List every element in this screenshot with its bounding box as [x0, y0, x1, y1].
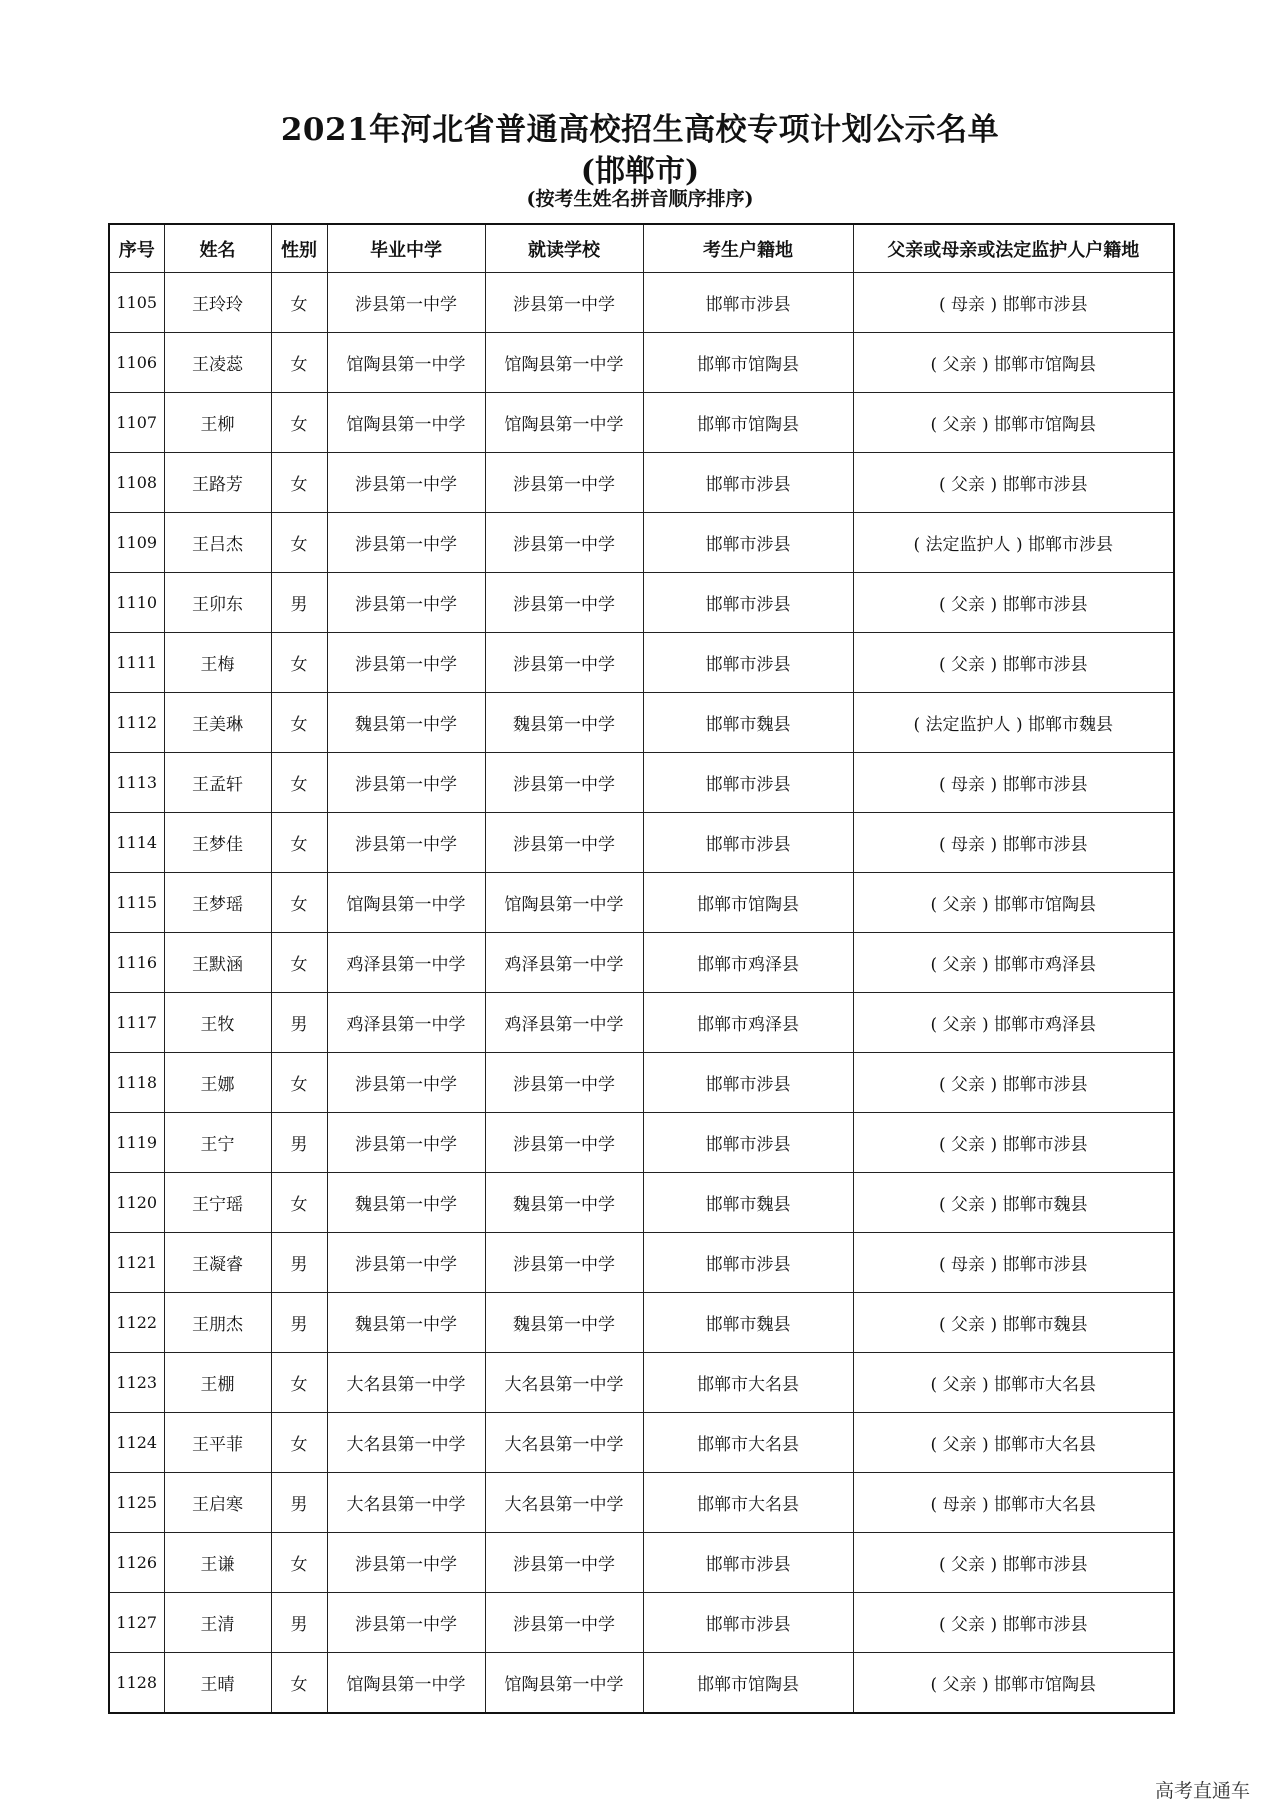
cell-student-residence: 邯郸市魏县 — [643, 1173, 853, 1233]
cell-gender: 女 — [271, 513, 327, 573]
table-header-row — [109, 224, 1174, 273]
cell-student-residence: 邯郸市馆陶县 — [643, 393, 853, 453]
cell-student-residence: 邯郸市涉县 — [643, 1593, 853, 1653]
cell-name: 王凌蕊 — [164, 333, 271, 393]
cell-graduation-school: 大名县第一中学 — [327, 1353, 485, 1413]
cell-seq: 1125 — [109, 1473, 164, 1533]
cell-current-school: 大名县第一中学 — [485, 1353, 643, 1413]
cell-current-school: 涉县第一中学 — [485, 453, 643, 513]
cell-seq: 1124 — [109, 1413, 164, 1473]
cell-current-school: 涉县第一中学 — [485, 1593, 643, 1653]
cell-gender: 女 — [271, 1533, 327, 1593]
cell-student-residence: 邯郸市馆陶县 — [643, 873, 853, 933]
cell-seq: 1112 — [109, 693, 164, 753]
cell-graduation-school: 大名县第一中学 — [327, 1473, 485, 1533]
cell-seq: 1121 — [109, 1233, 164, 1293]
cell-name: 王宁 — [164, 1113, 271, 1173]
cell-name: 王平菲 — [164, 1413, 271, 1473]
cell-guardian-residence: ( 父亲 ) 邯郸市涉县 — [853, 453, 1174, 513]
cell-current-school: 涉县第一中学 — [485, 633, 643, 693]
cell-student-residence: 邯郸市涉县 — [643, 1533, 853, 1593]
cell-guardian-residence: ( 父亲 ) 邯郸市馆陶县 — [853, 333, 1174, 393]
cell-student-residence: 邯郸市涉县 — [643, 753, 853, 813]
cell-student-residence: 邯郸市馆陶县 — [643, 333, 853, 393]
cell-guardian-residence: ( 法定监护人 ) 邯郸市涉县 — [853, 513, 1174, 573]
table-row — [109, 1233, 1174, 1293]
cell-seq: 1118 — [109, 1053, 164, 1113]
cell-graduation-school: 涉县第一中学 — [327, 1593, 485, 1653]
cell-seq: 1119 — [109, 1113, 164, 1173]
col-header-graduation-school: 毕业中学 — [327, 224, 485, 273]
table-row — [109, 1413, 1174, 1473]
cell-graduation-school: 涉县第一中学 — [327, 753, 485, 813]
cell-graduation-school: 馆陶县第一中学 — [327, 393, 485, 453]
cell-graduation-school: 涉县第一中学 — [327, 1053, 485, 1113]
cell-guardian-residence: ( 母亲 ) 邯郸市涉县 — [853, 273, 1174, 333]
cell-seq: 1116 — [109, 933, 164, 993]
cell-seq: 1128 — [109, 1653, 164, 1714]
sort-note: (按考生姓名拼音顺序排序) — [526, 188, 754, 210]
cell-student-residence: 邯郸市涉县 — [643, 573, 853, 633]
cell-guardian-residence: ( 父亲 ) 邯郸市涉县 — [853, 633, 1174, 693]
cell-name: 王玲玲 — [164, 273, 271, 333]
cell-current-school: 涉县第一中学 — [485, 1233, 643, 1293]
cell-seq: 1105 — [109, 273, 164, 333]
cell-gender: 女 — [271, 1353, 327, 1413]
col-header-gender: 性别 — [271, 224, 327, 273]
roster-table — [108, 223, 1175, 1714]
cell-graduation-school: 魏县第一中学 — [327, 1173, 485, 1233]
cell-student-residence: 邯郸市馆陶县 — [643, 1653, 853, 1714]
cell-guardian-residence: ( 父亲 ) 邯郸市鸡泽县 — [853, 993, 1174, 1053]
cell-graduation-school: 涉县第一中学 — [327, 513, 485, 573]
cell-guardian-residence: ( 父亲 ) 邯郸市涉县 — [853, 573, 1174, 633]
col-header-guardian-residence: 父亲或母亲或法定监护人户籍地 — [853, 224, 1174, 273]
cell-name: 王路芳 — [164, 453, 271, 513]
cell-current-school: 涉县第一中学 — [485, 273, 643, 333]
cell-current-school: 魏县第一中学 — [485, 693, 643, 753]
table-row — [109, 1473, 1174, 1533]
cell-gender: 女 — [271, 273, 327, 333]
cell-graduation-school: 馆陶县第一中学 — [327, 873, 485, 933]
col-header-current-school: 就读学校 — [485, 224, 643, 273]
cell-student-residence: 邯郸市涉县 — [643, 813, 853, 873]
cell-student-residence: 邯郸市大名县 — [643, 1413, 853, 1473]
cell-current-school: 魏县第一中学 — [485, 1293, 643, 1353]
cell-gender: 男 — [271, 573, 327, 633]
col-header-student-residence: 考生户籍地 — [643, 224, 853, 273]
cell-name: 王晴 — [164, 1653, 271, 1714]
cell-student-residence: 邯郸市魏县 — [643, 1293, 853, 1353]
cell-graduation-school: 魏县第一中学 — [327, 1293, 485, 1353]
cell-current-school: 魏县第一中学 — [485, 1173, 643, 1233]
table-row — [109, 273, 1174, 333]
cell-name: 王娜 — [164, 1053, 271, 1113]
cell-graduation-school: 涉县第一中学 — [327, 813, 485, 873]
table-row — [109, 1173, 1174, 1233]
cell-name: 王吕杰 — [164, 513, 271, 573]
cell-graduation-school: 涉县第一中学 — [327, 573, 485, 633]
cell-name: 王默涵 — [164, 933, 271, 993]
cell-seq: 1126 — [109, 1533, 164, 1593]
cell-gender: 男 — [271, 1473, 327, 1533]
table-row — [109, 933, 1174, 993]
cell-guardian-residence: ( 母亲 ) 邯郸市涉县 — [853, 753, 1174, 813]
cell-gender: 女 — [271, 333, 327, 393]
cell-name: 王孟轩 — [164, 753, 271, 813]
table-row — [109, 1113, 1174, 1173]
cell-student-residence: 邯郸市涉县 — [643, 1113, 853, 1173]
cell-name: 王宁瑶 — [164, 1173, 271, 1233]
table-row — [109, 753, 1174, 813]
cell-graduation-school: 涉县第一中学 — [327, 633, 485, 693]
cell-guardian-residence: ( 父亲 ) 邯郸市大名县 — [853, 1353, 1174, 1413]
cell-current-school: 涉县第一中学 — [485, 1053, 643, 1113]
cell-seq: 1122 — [109, 1293, 164, 1353]
cell-guardian-residence: ( 父亲 ) 邯郸市涉县 — [853, 1533, 1174, 1593]
region-subtitle: (邯郸市) — [580, 154, 700, 189]
cell-seq: 1114 — [109, 813, 164, 873]
cell-student-residence: 邯郸市魏县 — [643, 693, 853, 753]
cell-name: 王牧 — [164, 993, 271, 1053]
cell-guardian-residence: ( 父亲 ) 邯郸市馆陶县 — [853, 1653, 1174, 1714]
cell-gender: 男 — [271, 993, 327, 1053]
cell-seq: 1123 — [109, 1353, 164, 1413]
cell-graduation-school: 涉县第一中学 — [327, 1233, 485, 1293]
cell-name: 王谦 — [164, 1533, 271, 1593]
table-body — [109, 273, 1174, 1714]
table-row — [109, 993, 1174, 1053]
cell-guardian-residence: ( 父亲 ) 邯郸市魏县 — [853, 1293, 1174, 1353]
cell-current-school: 馆陶县第一中学 — [485, 873, 643, 933]
table-row — [109, 1653, 1174, 1714]
cell-student-residence: 邯郸市涉县 — [643, 453, 853, 513]
cell-name: 王卯东 — [164, 573, 271, 633]
cell-graduation-school: 鸡泽县第一中学 — [327, 933, 485, 993]
cell-guardian-residence: ( 父亲 ) 邯郸市涉县 — [853, 1593, 1174, 1653]
table-row — [109, 1293, 1174, 1353]
table-row — [109, 1533, 1174, 1593]
table-row — [109, 1593, 1174, 1653]
table-row — [109, 573, 1174, 633]
cell-current-school: 涉县第一中学 — [485, 813, 643, 873]
cell-seq: 1127 — [109, 1593, 164, 1653]
watermark-text: 高考直通车 — [1154, 1780, 1250, 1802]
cell-gender: 女 — [271, 873, 327, 933]
page-title: 2021年河北省普通高校招生高校专项计划公示名单 — [280, 112, 1000, 148]
cell-name: 王凝睿 — [164, 1233, 271, 1293]
cell-graduation-school: 馆陶县第一中学 — [327, 1653, 485, 1714]
cell-current-school: 涉县第一中学 — [485, 513, 643, 573]
cell-graduation-school: 涉县第一中学 — [327, 453, 485, 513]
cell-guardian-residence: ( 父亲 ) 邯郸市鸡泽县 — [853, 933, 1174, 993]
cell-student-residence: 邯郸市涉县 — [643, 633, 853, 693]
cell-current-school: 鸡泽县第一中学 — [485, 993, 643, 1053]
cell-current-school: 大名县第一中学 — [485, 1473, 643, 1533]
cell-seq: 1113 — [109, 753, 164, 813]
cell-name: 王启寒 — [164, 1473, 271, 1533]
cell-seq: 1107 — [109, 393, 164, 453]
cell-seq: 1106 — [109, 333, 164, 393]
cell-guardian-residence: ( 母亲 ) 邯郸市涉县 — [853, 813, 1174, 873]
cell-graduation-school: 大名县第一中学 — [327, 1413, 485, 1473]
cell-gender: 女 — [271, 753, 327, 813]
cell-guardian-residence: ( 父亲 ) 邯郸市涉县 — [853, 1053, 1174, 1113]
cell-current-school: 馆陶县第一中学 — [485, 393, 643, 453]
cell-name: 王柳 — [164, 393, 271, 453]
cell-name: 王朋杰 — [164, 1293, 271, 1353]
cell-gender: 女 — [271, 693, 327, 753]
cell-name: 王梦佳 — [164, 813, 271, 873]
cell-seq: 1115 — [109, 873, 164, 933]
cell-student-residence: 邯郸市涉县 — [643, 1233, 853, 1293]
cell-gender: 女 — [271, 1653, 327, 1714]
cell-graduation-school: 馆陶县第一中学 — [327, 333, 485, 393]
cell-name: 王梦瑶 — [164, 873, 271, 933]
cell-student-residence: 邯郸市鸡泽县 — [643, 933, 853, 993]
cell-student-residence: 邯郸市涉县 — [643, 1053, 853, 1113]
table-row — [109, 1053, 1174, 1113]
cell-current-school: 涉县第一中学 — [485, 573, 643, 633]
cell-guardian-residence: ( 母亲 ) 邯郸市大名县 — [853, 1473, 1174, 1533]
cell-gender: 男 — [271, 1593, 327, 1653]
cell-guardian-residence: ( 父亲 ) 邯郸市涉县 — [853, 1113, 1174, 1173]
cell-gender: 女 — [271, 453, 327, 513]
table-row — [109, 693, 1174, 753]
cell-current-school: 馆陶县第一中学 — [485, 333, 643, 393]
cell-seq: 1110 — [109, 573, 164, 633]
cell-current-school: 鸡泽县第一中学 — [485, 933, 643, 993]
cell-gender: 男 — [271, 1233, 327, 1293]
cell-guardian-residence: ( 父亲 ) 邯郸市馆陶县 — [853, 393, 1174, 453]
cell-seq: 1109 — [109, 513, 164, 573]
cell-student-residence: 邯郸市大名县 — [643, 1473, 853, 1533]
cell-student-residence: 邯郸市鸡泽县 — [643, 993, 853, 1053]
cell-student-residence: 邯郸市涉县 — [643, 273, 853, 333]
cell-graduation-school: 魏县第一中学 — [327, 693, 485, 753]
cell-gender: 女 — [271, 813, 327, 873]
col-header-seq: 序号 — [109, 224, 164, 273]
cell-gender: 女 — [271, 633, 327, 693]
cell-gender: 女 — [271, 933, 327, 993]
cell-graduation-school: 涉县第一中学 — [327, 273, 485, 333]
cell-seq: 1117 — [109, 993, 164, 1053]
cell-name: 王梅 — [164, 633, 271, 693]
cell-current-school: 涉县第一中学 — [485, 753, 643, 813]
cell-gender: 女 — [271, 1413, 327, 1473]
table-row — [109, 633, 1174, 693]
cell-current-school: 涉县第一中学 — [485, 1113, 643, 1173]
cell-name: 王美琳 — [164, 693, 271, 753]
cell-guardian-residence: ( 父亲 ) 邯郸市馆陶县 — [853, 873, 1174, 933]
cell-student-residence: 邯郸市涉县 — [643, 513, 853, 573]
cell-name: 王清 — [164, 1593, 271, 1653]
cell-guardian-residence: ( 母亲 ) 邯郸市涉县 — [853, 1233, 1174, 1293]
table-row — [109, 393, 1174, 453]
table-row — [109, 333, 1174, 393]
cell-gender: 女 — [271, 1173, 327, 1233]
cell-seq: 1120 — [109, 1173, 164, 1233]
cell-graduation-school: 涉县第一中学 — [327, 1113, 485, 1173]
cell-guardian-residence: ( 父亲 ) 邯郸市大名县 — [853, 1413, 1174, 1473]
cell-seq: 1108 — [109, 453, 164, 513]
cell-student-residence: 邯郸市大名县 — [643, 1353, 853, 1413]
cell-guardian-residence: ( 法定监护人 ) 邯郸市魏县 — [853, 693, 1174, 753]
cell-name: 王棚 — [164, 1353, 271, 1413]
cell-graduation-school: 涉县第一中学 — [327, 1533, 485, 1593]
table-row — [109, 813, 1174, 873]
col-header-name: 姓名 — [164, 224, 271, 273]
cell-current-school: 馆陶县第一中学 — [485, 1653, 643, 1714]
cell-current-school: 大名县第一中学 — [485, 1413, 643, 1473]
table-row — [109, 873, 1174, 933]
cell-seq: 1111 — [109, 633, 164, 693]
table-row — [109, 1353, 1174, 1413]
cell-current-school: 涉县第一中学 — [485, 1533, 643, 1593]
cell-gender: 女 — [271, 393, 327, 453]
table-row — [109, 453, 1174, 513]
cell-graduation-school: 鸡泽县第一中学 — [327, 993, 485, 1053]
cell-guardian-residence: ( 父亲 ) 邯郸市魏县 — [853, 1173, 1174, 1233]
cell-gender: 女 — [271, 1053, 327, 1113]
cell-gender: 男 — [271, 1293, 327, 1353]
cell-gender: 男 — [271, 1113, 327, 1173]
table-row — [109, 513, 1174, 573]
